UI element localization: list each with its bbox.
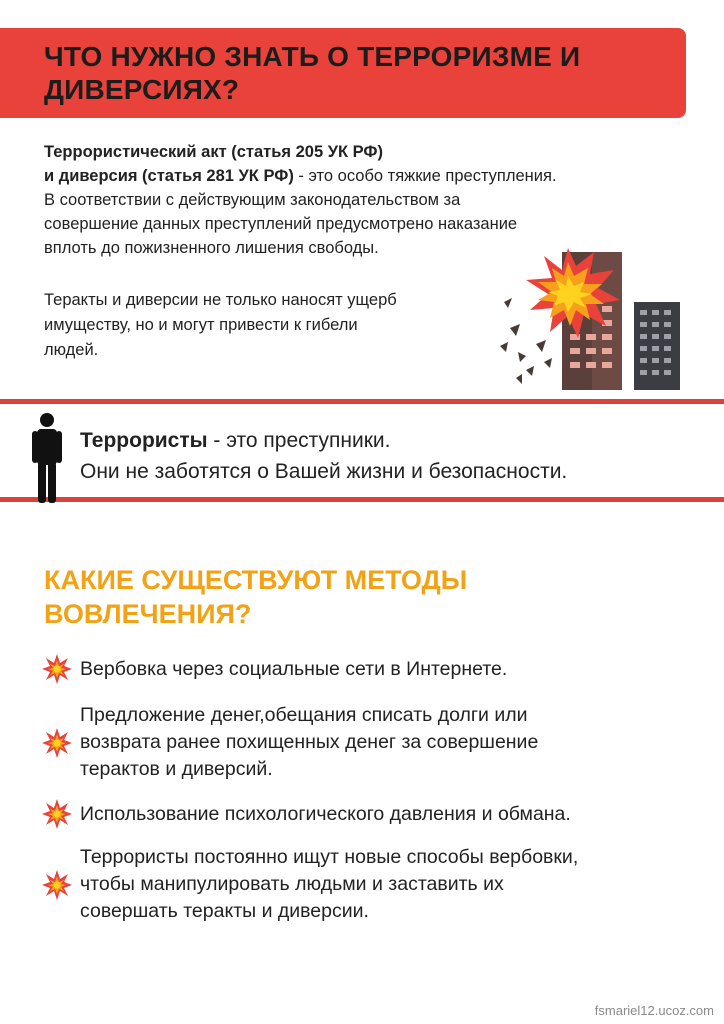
method-4-line1: Террористы постоянно ищут новые способы вербовки, (80, 846, 579, 868)
damage-line1: Теракты и диверсии не только наносят ущерб (44, 291, 397, 309)
damage-line2: имуществу, но и могут привести к гибели (44, 316, 358, 334)
terrorists-statement (80, 425, 700, 487)
term-terrorists: Террористы (80, 429, 208, 452)
method-item (42, 799, 692, 829)
damage-paragraph (44, 288, 484, 363)
terrorists-rest1: - это преступники. (207, 429, 391, 452)
explosion-icon (42, 728, 72, 758)
explosion-icon (42, 870, 72, 900)
damage-line3: людей. (44, 341, 99, 359)
divider-bottom (0, 497, 724, 502)
header-banner (0, 28, 686, 118)
page-title-line2: ДИВЕРСИЯХ? (44, 74, 240, 105)
method-4-line2: чтобы манипулировать людьми и заставить их (80, 873, 504, 895)
method-4-line3: совершать теракты и диверсии. (80, 900, 369, 922)
explosion-icon (42, 654, 72, 684)
method-3-line1: Использование психологического давления и обмана. (80, 802, 571, 825)
method-1-line1: Вербовка через социальные сети в Интернете. (80, 657, 508, 680)
method-item (42, 702, 692, 783)
watermark: fsmariel12.ucoz.com (594, 1003, 714, 1018)
term-sabotage: и диверсия (статья 281 УК РФ) (44, 167, 294, 185)
divider-top (0, 399, 724, 404)
terrorists-line2: Они не заботятся о Вашей жизни и безопасности. (80, 460, 568, 483)
methods-heading-line1: КАКИЕ СУЩЕСТВУЮТ МЕТОДЫ (44, 565, 468, 595)
method-2-line2: возврата ранее похищенных денег за совершение (80, 731, 539, 753)
method-2-line1: Предложение денег,обещания списать долги или (80, 704, 528, 726)
person-icon (30, 412, 64, 504)
exploding-building-icon (496, 244, 686, 394)
method-2-line3: терактов и диверсий. (80, 758, 273, 780)
explosion-icon (42, 799, 72, 829)
method-item (42, 844, 692, 925)
definition-tail: - это особо тяжкие преступления. (293, 167, 557, 185)
intro-line4: совершение данных преступлений предусмотрено наказание (44, 215, 518, 233)
term-terrorist-act: Террористический акт (статья 205 УК РФ) (44, 143, 383, 161)
page-title-line1: ЧТО НУЖНО ЗНАТЬ О ТЕРРОРИЗМЕ И (44, 41, 581, 72)
methods-heading-line2: ВОВЛЕЧЕНИЯ? (44, 599, 252, 629)
method-item (42, 654, 692, 684)
intro-line3: В соответствии с действующим законодательством за (44, 191, 461, 209)
intro-line5: вплоть до пожизненного лишения свободы. (44, 239, 379, 257)
page-title (44, 40, 664, 106)
methods-heading (44, 563, 604, 631)
intro-paragraph (44, 140, 694, 260)
